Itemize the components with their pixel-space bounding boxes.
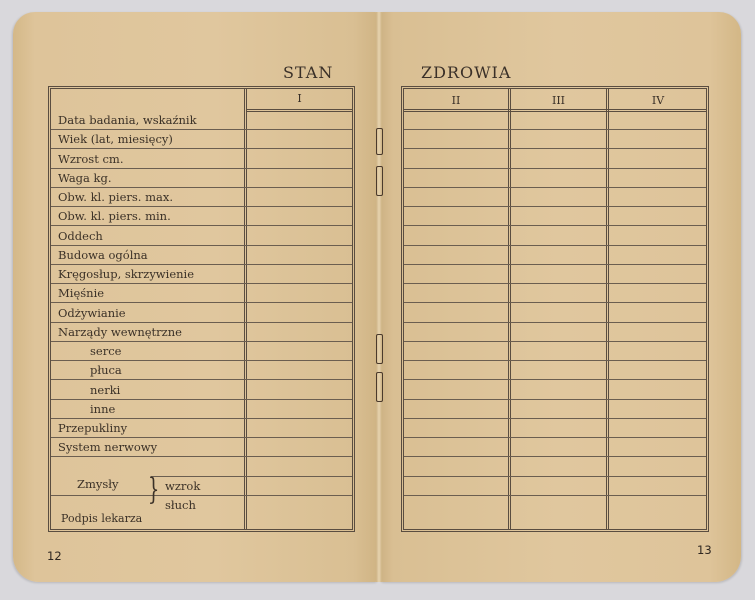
row-rule — [51, 437, 352, 438]
column-header-IV: IV — [651, 94, 665, 107]
binding-stitch — [376, 166, 383, 196]
row-rule — [404, 302, 706, 303]
row-label: serce — [90, 344, 122, 358]
row-rule — [51, 245, 352, 246]
title-right: ZDROWIA — [421, 63, 512, 82]
row-rule — [404, 225, 706, 226]
row-rule — [51, 399, 352, 400]
row-rule — [151, 476, 352, 477]
row-label: System nerwowy — [58, 440, 158, 455]
row-rule — [51, 129, 352, 130]
row-label: Wiek (lat, miesięcy) — [58, 132, 173, 147]
page-number-left: 12 — [47, 549, 62, 563]
row-rule — [404, 322, 706, 323]
binding-stitch — [376, 128, 383, 155]
row-label: Oddech — [58, 228, 103, 243]
row-rule — [404, 168, 706, 169]
row-rule — [404, 245, 706, 246]
row-rule — [404, 187, 706, 188]
row-rule — [404, 418, 706, 419]
book-gutter — [376, 12, 382, 582]
row-label: Waga kg. — [58, 170, 112, 185]
row-rule — [404, 437, 706, 438]
column-header-III: III — [551, 94, 566, 107]
row-rule — [404, 360, 706, 361]
senses-item-label: słuch — [165, 498, 196, 512]
row-rule — [51, 225, 352, 226]
row-rule — [404, 283, 706, 284]
row-label: Mięśnie — [58, 286, 105, 301]
binding-stitch — [376, 372, 383, 402]
row-rule — [51, 456, 352, 457]
row-rule — [51, 322, 352, 323]
row-label: Przepukliny — [58, 421, 128, 435]
row-rule — [404, 495, 706, 496]
row-label: Odżywianie — [58, 305, 126, 320]
header-rule — [247, 109, 352, 112]
row-rule — [404, 148, 706, 149]
brace-icon: } — [147, 471, 160, 507]
row-rule — [51, 206, 352, 207]
column-header-II: II — [451, 94, 461, 107]
row-rule — [404, 476, 706, 477]
row-rule — [51, 187, 352, 188]
row-label: Narządy wewnętrzne — [58, 324, 182, 339]
column-header-I: I — [297, 92, 302, 105]
row-label: nerki — [90, 382, 121, 397]
row-rule — [51, 495, 352, 496]
header-rule — [404, 109, 706, 112]
page-number-right: 13 — [697, 543, 712, 557]
row-rule — [51, 360, 352, 361]
row-rule — [404, 456, 706, 457]
row-rule — [51, 341, 352, 342]
row-rule — [51, 418, 352, 419]
row-label: inne — [90, 401, 116, 416]
column-divider — [244, 89, 247, 529]
row-rule — [51, 302, 352, 303]
row-rule — [404, 129, 706, 130]
row-label: płuca — [90, 363, 122, 378]
senses-item-label: wzrok — [165, 478, 201, 493]
column-divider — [606, 89, 609, 529]
row-rule — [404, 341, 706, 342]
row-rule — [51, 168, 352, 169]
signature-label: Podpis lekarza — [61, 512, 143, 525]
row-rule — [404, 379, 706, 380]
row-rule — [404, 206, 706, 207]
row-label: Budowa ogólna — [58, 247, 148, 262]
row-rule — [404, 264, 706, 265]
binding-stitch — [376, 334, 383, 364]
row-label: Obw. kl. piers. max. — [58, 190, 173, 204]
row-label: Kręgosłup, skrzywienie — [58, 267, 195, 281]
row-rule — [51, 283, 352, 284]
row-rule — [51, 148, 352, 149]
row-label: Wzrost cm. — [58, 151, 124, 166]
column-divider — [508, 89, 511, 529]
row-rule — [51, 264, 352, 265]
row-rule — [51, 379, 352, 380]
row-label: Data badania, wskaźnik — [58, 113, 197, 127]
row-rule — [404, 399, 706, 400]
senses-group-label: Zmysły — [77, 476, 119, 491]
row-label: Obw. kl. piers. min. — [58, 209, 171, 224]
health-table-right — [401, 86, 709, 532]
title-left: STAN — [283, 63, 334, 82]
